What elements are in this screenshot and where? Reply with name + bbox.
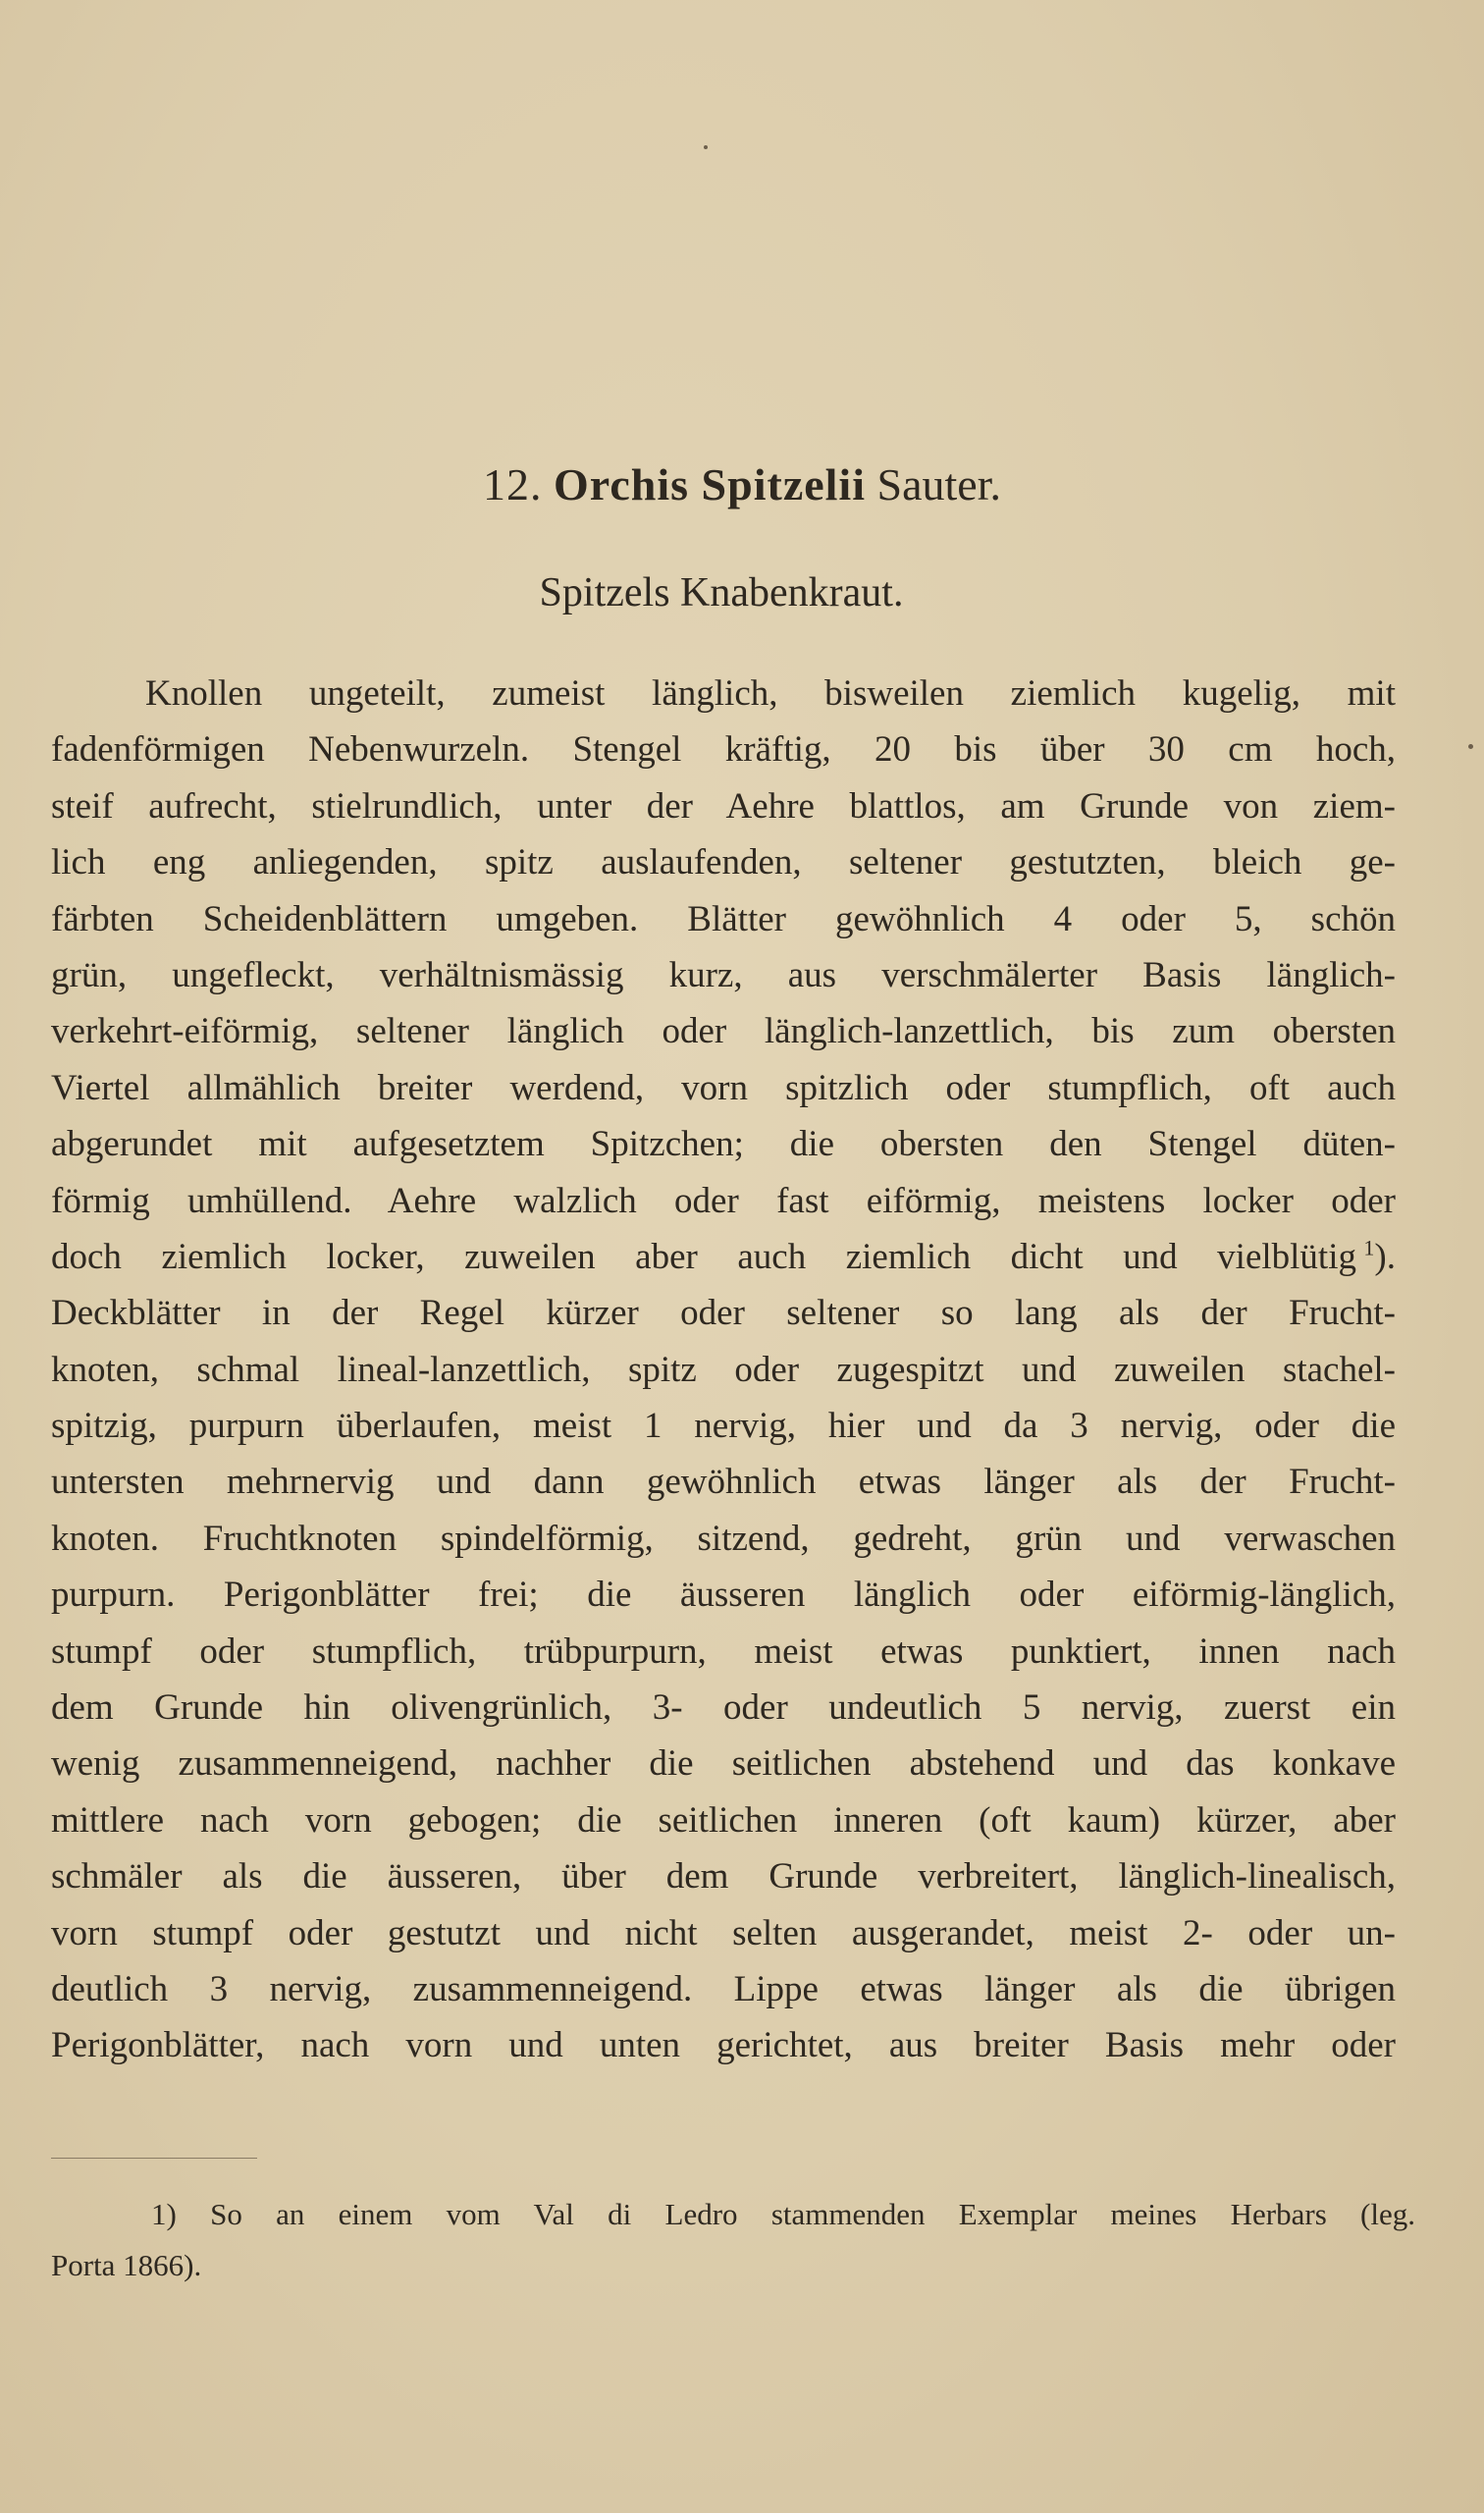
footnote-marker-close: ). — [1374, 1236, 1396, 1277]
text-line-10: förmig umhüllend. Aehre walzlich oder fast eiförmig, meistens locker oder — [51, 1180, 1396, 1221]
text-line-3: steif aufrecht, stielrundlich, unter der Aehre blattlos, am Grunde von ziem- — [51, 785, 1396, 827]
species-heading — [0, 454, 1484, 516]
text-line-22: schmäler als die äusseren, über dem Grunde verbreitert, länglich-linealisch, — [51, 1856, 1396, 1898]
text-line-4: lich eng anliegenden, spitz auslaufenden, seltener gestutzten, bleich ge- — [51, 842, 1396, 883]
text-line-17: purpurn. Perigonblätter frei; die äusseren länglich oder eiförmig-länglich, — [51, 1575, 1396, 1616]
text-line-8: Viertel allmählich breiter werdend, vorn spitzlich oder stumpflich, oft auch — [51, 1067, 1396, 1108]
text-line-2: fadenförmigen Nebenwurzeln. Stengel kräftig, 20 bis über 30 cm hoch, — [51, 729, 1396, 771]
footnote-divider — [51, 2158, 257, 2159]
species-number: 12. — [483, 459, 543, 509]
text-line-20: wenig zusammenneigend, nachher die seitlichen abstehend und das konkave — [51, 1743, 1396, 1785]
footnote-line-2: Porta 1866). — [51, 2248, 202, 2282]
text-line-18: stumpf oder stumpflich, trübpurpurn, meist etwas punktiert, innen nach — [51, 1631, 1396, 1672]
species-name: Orchis Spitzelii — [554, 459, 866, 509]
text-line-15: untersten mehrnervig und dann gewöhnlich etwas länger als der Frucht- — [51, 1462, 1396, 1503]
text-line-11-content: doch ziemlich locker, zuweilen aber auch ziemlich dicht und vielblütig — [51, 1236, 1356, 1277]
text-line-13: knoten, schmal lineal-lanzettlich, spitz oder zugespitzt und zuweilen stachel- — [51, 1349, 1396, 1390]
text-line-16: knoten. Fruchtknoten spindelförmig, sitzend, gedreht, grün und verwaschen — [51, 1518, 1396, 1559]
text-line-21: mittlere nach vorn gebogen; die seitlichen inneren (oft kaum) kürzer, aber — [51, 1799, 1396, 1841]
text-line-9: abgerundet mit aufgesetztem Spitzchen; die obersten den Stengel düten- — [51, 1124, 1396, 1165]
text-line-6: grün, ungefleckt, verhältnismässig kurz, aus verschmälerter Basis länglich- — [51, 954, 1396, 995]
text-line-25: Perigonblätter, nach vorn und unten gerichtet, aus breiter Basis mehr oder — [51, 2025, 1396, 2066]
text-line-23: vorn stumpf oder gestutzt und nicht selten ausgerandet, meist 2- oder un- — [51, 1912, 1396, 1953]
text-line-1: Knollen ungeteilt, zumeist länglich, bisweilen ziemlich kugelig, mit — [145, 673, 1396, 714]
paper-speck — [1468, 744, 1473, 749]
text-line-24: deutlich 3 nervig, zusammenneigend. Lippe etwas länger als die übrigen — [51, 1968, 1396, 2009]
footnote-line-1: 1) So an einem vom Val di Ledro stammenden Exemplar meines Herbars (leg. — [151, 2197, 1415, 2231]
text-line-5: färbten Scheidenblättern umgeben. Blätter gewöhnlich 4 oder 5, schön — [51, 898, 1396, 939]
text-line-12: Deckblätter in der Regel kürzer oder seltener so lang als der Frucht- — [51, 1293, 1396, 1334]
paper-speck — [704, 145, 708, 149]
text-line-19: dem Grunde hin olivengrünlich, 3- oder undeutlich 5 nervig, zuerst ein — [51, 1687, 1396, 1729]
footnote — [51, 2189, 1415, 2291]
text-line-7: verkehrt-eiförmig, seltener länglich oder länglich-lanzettlich, bis zum obersten — [51, 1011, 1396, 1052]
species-author: Sauter. — [876, 459, 1001, 509]
footnote-marker[interactable]: 1 — [1363, 1235, 1375, 1260]
text-line-14: spitzig, purpurn überlaufen, meist 1 nervig, hier und da 3 nervig, oder die — [51, 1406, 1396, 1447]
description-paragraph — [51, 666, 1396, 2074]
text-line-11 — [51, 1229, 1396, 1285]
common-name: Spitzels Knabenkraut. — [539, 570, 904, 615]
